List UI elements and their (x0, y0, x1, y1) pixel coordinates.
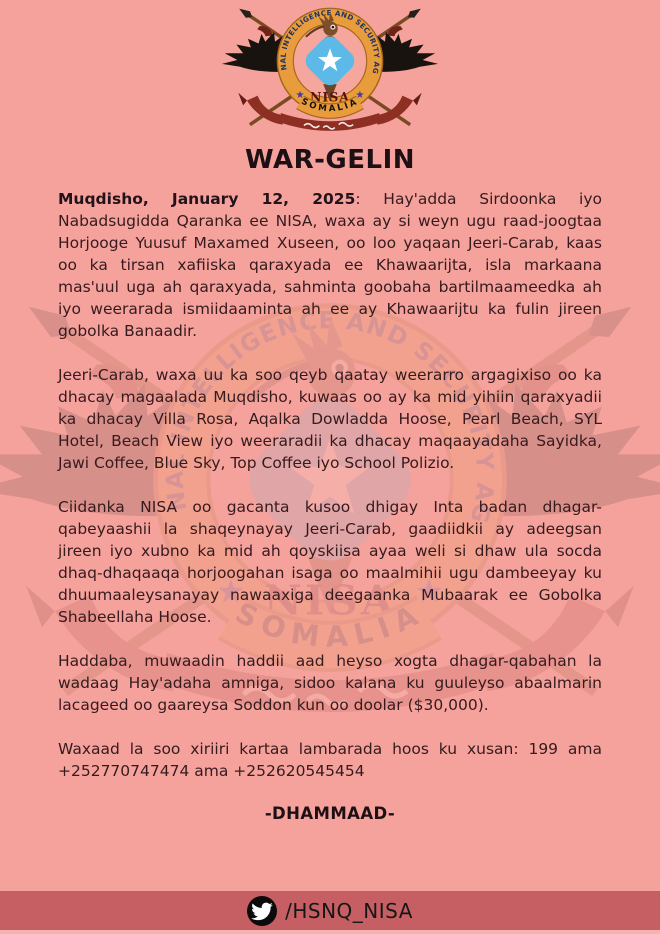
closing-line: -DHAMMAAD- (264, 804, 396, 823)
twitter-handle[interactable]: /HSNQ_NISA (285, 898, 413, 923)
intro-text: : Hay'adda Sirdoonka iyo Nabadsugidda Qaranka ee NISA, waxa ay si weyn ugu raad-joogtaa Horjooge Yuusuf Maxamed Xuseen, oo loo yaqaan Jeeri-Carab, kaas oo ka tirsan xafiiska qaraxyada ee Khawaarijta, isla markaana mas'uul uga ah qaraxyada, sahminta goobaha bartilmaameedka ah iyo weerarada ismiidaaminta ah ee ay Khawaarijtu ka fulin jireen gobolka Banaadir. (58, 190, 602, 340)
paragraph-contact-numbers: Waxaad la soo xiriiri kartaa lambarada hoos ku xusan: 199 ama +252770747474 ama +252620545454 (58, 740, 602, 780)
nisa-emblem (219, 3, 441, 143)
twitter-icon[interactable] (247, 896, 277, 926)
footer-accent-strip (0, 930, 660, 934)
footer (0, 891, 660, 934)
dateline-lead: Muqdisho, January 12, 2025 (58, 190, 356, 208)
letterhead (0, 0, 660, 175)
page-title: WAR-GELIN (244, 145, 416, 175)
paragraph-capture: Ciidanka NISA oo gacanta kusoo dhigay Inta badan dhagar-qabeyaashii la shaqeynayay Jeeri-Carab, gaadiidkii ay adeegsan jireen iyo xubno ka mid ah qoyskiisa ayaa weli si dhaw ula socda dhaq-dhaqaaqa horjoogahan isaga oo maalmihii ugu dambeeyay ku dhuumaaleysanayay nawaaxiga deegaanka Mubaarak ee Gobolka Shabeellaha Hoose. (58, 498, 602, 626)
press-release-body (0, 175, 660, 823)
footer-social-bar[interactable] (0, 891, 660, 930)
intro-paragraph (58, 188, 602, 342)
paragraph-attacks: Jeeri-Carab, waxa uu ka soo qeyb qaatay weerarro argagixiso oo ka dhacay magaalada Muqdisho, kuwaas oo ay ka mid yihiin qaraxyadii ka dhacay Villa Rosa, Aqalka Dowladda Hoose, Pearl Beach, SYL Hotel, Beach View iyo weeraradii ka dhacay maqaayadaha Sayidka, Jawi Coffee, Blue Sky, Top Coffee iyo School Polizio. (58, 366, 602, 472)
paragraph-reward: Haddaba, muwaadin haddii aad heyso xogta dhagar-qabahan la wadaag Hay'adaha amniga, sidoo kalana ku guuleyso abaalmarin lacageed oo gaareysa Soddon kun oo doolar ($30,000). (58, 652, 602, 714)
